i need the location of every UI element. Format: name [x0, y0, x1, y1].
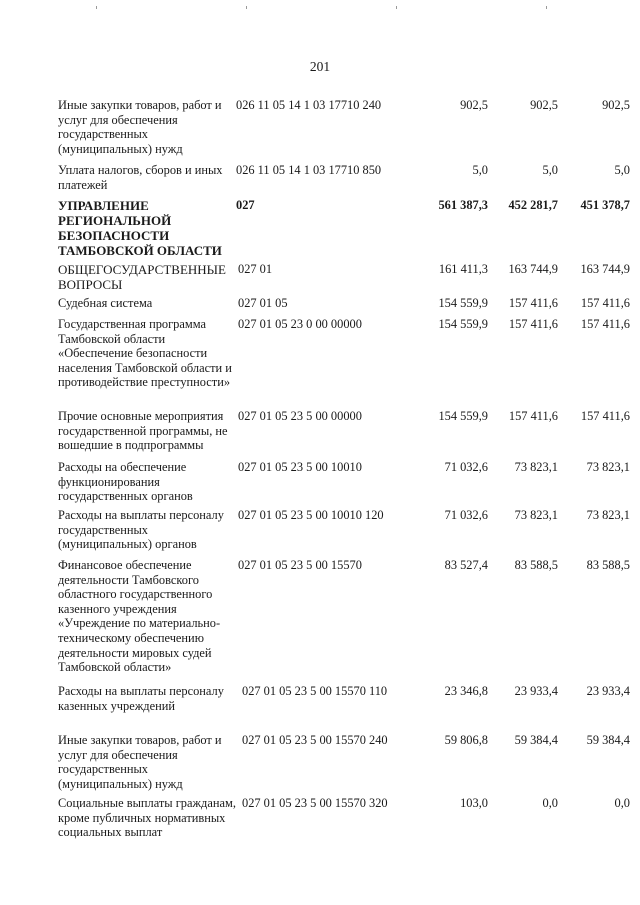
row-value-3: 59 384,4 — [586, 733, 630, 747]
row-value-1: 5,0 — [472, 163, 488, 177]
row-value-3: 23 933,4 — [586, 684, 630, 698]
scan-mark — [246, 6, 247, 9]
row-value-2: 157 411,6 — [508, 296, 558, 310]
row-name: Расходы на выплаты персоналу государственных (муниципальных) органов — [58, 508, 224, 552]
row-name: Финансовое обеспечение деятельности Тамбовского областного государственного казенного учреждения «Учреждение по материально-техническому обеспечению деятельности мировых судей Тамбовской области» — [58, 558, 221, 675]
row-value-2: 83 588,5 — [514, 558, 558, 572]
row-value-3: 902,5 — [602, 98, 630, 112]
row-value-1: 154 559,9 — [438, 317, 488, 331]
row-value-1: 561 387,3 — [438, 198, 488, 212]
row-value-1: 83 527,4 — [444, 558, 488, 572]
row-code: 026 11 05 14 1 03 17710 240 — [236, 98, 382, 112]
row-code: 027 — [236, 198, 255, 212]
row-value-2: 163 744,9 — [508, 262, 558, 276]
row-name: Прочие основные мероприятия государственной программы, не вошедшие в подпрограммы — [58, 409, 228, 453]
row-code: 027 01 05 23 5 00 10010 120 — [238, 508, 384, 522]
row-code: 027 01 — [238, 262, 273, 276]
row-value-2: 73 823,1 — [514, 460, 558, 474]
row-value-1: 154 559,9 — [438, 409, 488, 423]
row-code: 027 01 05 23 0 00 00000 — [238, 317, 362, 331]
row-value-3: 5,0 — [614, 163, 630, 177]
row-code: 027 01 05 23 5 00 15570 240 — [242, 733, 388, 747]
row-code: 027 01 05 23 5 00 15570 110 — [242, 684, 388, 698]
row-value-3: 83 588,5 — [586, 558, 630, 572]
row-value-2: 452 281,7 — [508, 198, 558, 212]
row-name: Социальные выплаты гражданам, кроме публичных нормативных социальных выплат — [58, 796, 236, 840]
scan-mark — [96, 6, 97, 9]
row-name: Иные закупки товаров, работ и услуг для обеспечения государственных (муниципальных) нужд — [58, 733, 222, 791]
row-value-1: 71 032,6 — [444, 460, 488, 474]
row-value-2: 23 933,4 — [514, 684, 558, 698]
row-value-1: 902,5 — [460, 98, 488, 112]
scan-mark — [396, 6, 397, 9]
row-code: 027 01 05 23 5 00 15570 — [238, 558, 362, 572]
row-value-1: 154 559,9 — [438, 296, 488, 310]
row-name: Судебная система — [58, 296, 153, 310]
row-name: Государственная программа Тамбовской области «Обеспечение безопасности населения Тамбовской области и противодействие преступности» — [58, 317, 232, 390]
row-value-3: 157 411,6 — [580, 409, 630, 423]
row-value-2: 59 384,4 — [514, 733, 558, 747]
row-code: 027 01 05 23 5 00 15570 320 — [242, 796, 388, 810]
row-value-2: 157 411,6 — [508, 317, 558, 331]
row-value-3: 157 411,6 — [580, 296, 630, 310]
row-name: ОБЩЕГОСУДАРСТВЕННЫЕ ВОПРОСЫ — [58, 262, 226, 292]
page-number: 201 — [309, 59, 331, 74]
row-name: Расходы на выплаты персоналу казенных учреждений — [58, 684, 224, 713]
scan-mark — [546, 6, 547, 9]
row-value-3: 451 378,7 — [580, 198, 630, 212]
row-value-3: 73 823,1 — [586, 508, 630, 522]
row-value-1: 23 346,8 — [444, 684, 488, 698]
row-name: Расходы на обеспечение функционирования государственных органов — [58, 460, 193, 504]
row-code: 027 01 05 23 5 00 10010 — [238, 460, 362, 474]
row-code: 027 01 05 23 5 00 00000 — [238, 409, 362, 423]
row-value-1: 103,0 — [460, 796, 488, 810]
row-value-1: 161 411,3 — [438, 262, 488, 276]
row-value-1: 59 806,8 — [444, 733, 488, 747]
row-name: Иные закупки товаров, работ и услуг для обеспечения государственных (муниципальных) нужд — [58, 98, 222, 156]
row-value-2: 902,5 — [530, 98, 558, 112]
row-value-3: 73 823,1 — [586, 460, 630, 474]
row-code: 026 11 05 14 1 03 17710 850 — [236, 163, 382, 177]
row-value-1: 71 032,6 — [444, 508, 488, 522]
row-value-2: 157 411,6 — [508, 409, 558, 423]
row-value-2: 0,0 — [542, 796, 558, 810]
row-code: 027 01 05 — [238, 296, 288, 310]
row-value-3: 163 744,9 — [580, 262, 630, 276]
row-value-2: 73 823,1 — [514, 508, 558, 522]
row-name: УПРАВЛЕНИЕ РЕГИОНАЛЬНОЙ БЕЗОПАСНОСТИ ТАМБОВСКОЙ ОБЛАСТИ — [58, 198, 222, 258]
row-name: Уплата налогов, сборов и иных платежей — [58, 163, 223, 192]
row-value-2: 5,0 — [542, 163, 558, 177]
row-value-3: 0,0 — [614, 796, 630, 810]
row-value-3: 157 411,6 — [580, 317, 630, 331]
